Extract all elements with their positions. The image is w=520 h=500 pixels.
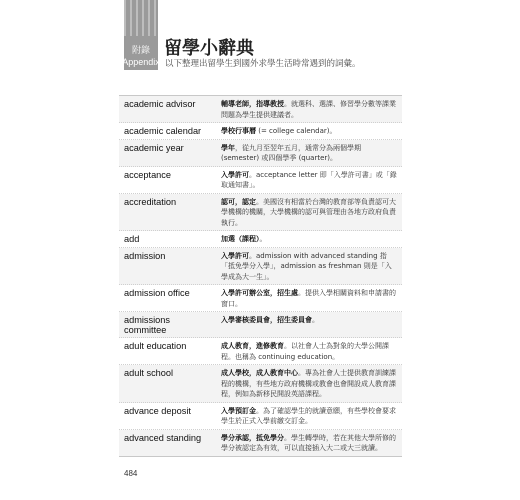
page-subtitle: 以下整理出留學生到國外求學生活時常遇到的詞彙。: [165, 59, 361, 69]
glossary-definition: [218, 231, 402, 247]
definition-headword: 成人教育，進修教育: [221, 342, 284, 350]
glossary-row: [119, 285, 402, 312]
glossary-term: advanced standing: [124, 432, 202, 443]
definition-headword: 入學許可辦公室，招生處: [221, 289, 298, 297]
definition-text: ，從九月至翌年五月，通常分為兩個學期 (semester) 或四個學季 (quarter)。: [221, 143, 361, 162]
definition-headword: 學年: [221, 143, 235, 152]
definition-text: 。美國沒有相當於台灣的教育部等負責認可大學機構的機關，大學機構的認可與管理由各地方政府負責執行。: [221, 197, 396, 227]
definition-text: 。: [312, 316, 319, 324]
definition-text: 。admission with advanced standing 指「抵免學分入學」，admission as freshman 則是「入學成為大一生」。: [221, 251, 392, 281]
definition-text: 。acceptance letter 即「入學許可書」或「錄取通知書」。: [221, 170, 397, 189]
glossary-definition: [218, 403, 402, 429]
glossary-row: [119, 403, 402, 430]
glossary-definition: [218, 365, 402, 402]
glossary-row: [119, 194, 402, 232]
definition-text: 。學生轉學時，若在其他大學所修的學分被認定為有效，可以直接插入大二或大三就讀。: [221, 433, 396, 452]
glossary-term: academic year: [124, 142, 184, 153]
glossary-definition: [218, 96, 402, 122]
glossary-definition: [218, 140, 402, 166]
glossary-definition: [218, 248, 402, 285]
glossary-row: [119, 430, 402, 456]
definition-headword: 入學預訂金: [221, 406, 256, 415]
glossary-row: [119, 231, 402, 248]
definition-text: 。以社會人士為對象的大學公開課程。也稱為 continuing education。: [221, 342, 389, 361]
definition-headword: 學分承認，抵免學分: [221, 433, 284, 442]
page-number: 484: [124, 469, 138, 478]
glossary-term: acceptance: [124, 169, 171, 180]
glossary-row: [119, 312, 402, 338]
definition-text: 。為了確認學生的就讀意願，有些學校會要求學生於正式入學前繳交訂金。: [221, 406, 396, 425]
glossary-row: [119, 248, 402, 286]
definition-headword: 入學許可: [221, 170, 249, 179]
definition-headword: 成人學校，成人教育中心: [221, 369, 298, 377]
glossary-term: admission office: [124, 288, 190, 298]
glossary-term: academic advisor: [124, 99, 196, 109]
definition-text: 。專為社會人士提供教育訓練課程的機構，有些地方政府機構或教會也會開設成人教育課程，例如為新移民開設英語課程。: [221, 369, 396, 398]
glossary-definition: [218, 194, 402, 231]
glossary-term: admission: [124, 250, 166, 261]
definition-headword: 認可，認定: [221, 197, 256, 206]
definition-headword: 輔導老師，指導教授: [221, 100, 284, 108]
appendix-stripes-decoration: [124, 0, 158, 36]
glossary-row: [119, 123, 402, 140]
appendix-label-cn: 附錄: [131, 46, 150, 56]
glossary-term: add: [124, 234, 140, 244]
glossary-term: advance deposit: [124, 405, 191, 416]
glossary-definition: [218, 430, 402, 456]
glossary-row: [119, 167, 402, 194]
glossary-term: adult school: [124, 368, 174, 378]
glossary-definition: [218, 123, 402, 139]
definition-headword: 入學審核委員會，招生委員會: [221, 316, 312, 324]
glossary-definition: [218, 167, 402, 193]
glossary-definition: [218, 285, 402, 311]
glossary-term: admissions committee: [124, 315, 170, 335]
page-title: 留學小辭典: [164, 38, 254, 59]
glossary-term: academic calendar: [124, 126, 202, 136]
glossary-term: adult education: [124, 341, 187, 351]
definition-text: 。: [259, 235, 267, 243]
glossary-definition: [218, 312, 402, 337]
appendix-label-en: Appendix: [122, 57, 160, 67]
definition-text: 。就選科、選課、修習學分數等課業問題為學生提供建議者。: [221, 100, 396, 119]
glossary-term: accreditation: [124, 196, 177, 207]
glossary-row: [119, 140, 402, 167]
definition-text: (= college calendar)。: [256, 127, 337, 135]
glossary-table: [119, 95, 402, 457]
definition-headword: 入學許可: [221, 251, 249, 260]
glossary-row: [119, 96, 402, 123]
definition-headword: 學校行事曆: [221, 127, 256, 135]
glossary-row: [119, 365, 402, 403]
glossary-row: [119, 338, 402, 365]
definition-text: 。提供入學相關資料和申請書的窗口。: [221, 289, 396, 308]
glossary-definition: [218, 338, 402, 364]
definition-headword: 加選（課程）: [221, 235, 260, 243]
